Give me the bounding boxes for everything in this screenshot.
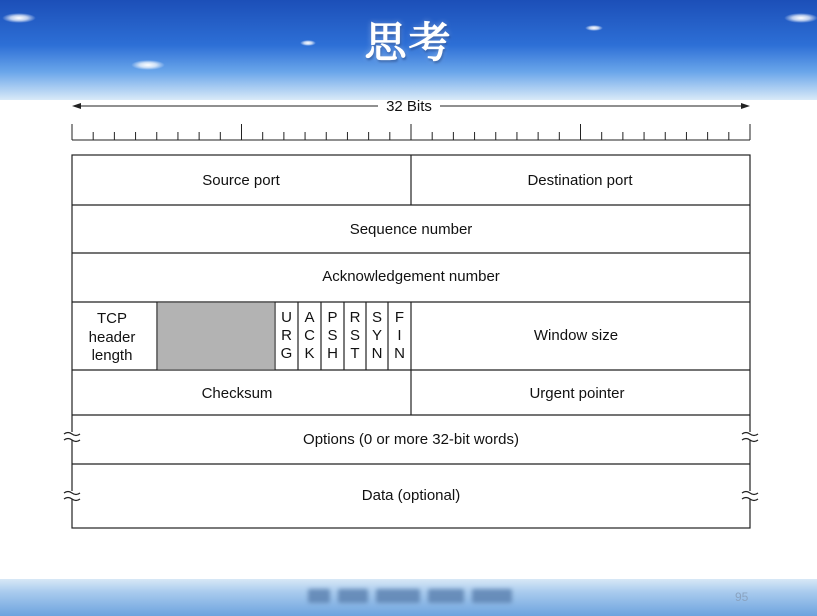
svg-text:S: S <box>349 327 361 344</box>
field-source-port: Source port <box>202 172 280 189</box>
svg-text:H: H <box>327 345 338 362</box>
flag-fin <box>394 309 405 362</box>
svg-text:G: G <box>280 345 293 362</box>
flag-rst <box>350 309 361 362</box>
field-options: Options (0 or more 32-bit words) <box>303 431 519 448</box>
svg-text:C: C <box>304 327 315 344</box>
svg-text:N: N <box>394 345 405 362</box>
svg-text:P: P <box>327 309 338 326</box>
header-length-line: header <box>88 329 136 346</box>
svg-text:N: N <box>371 345 383 362</box>
field-sequence-number: Sequence number <box>349 221 473 238</box>
field-acknowledgement-number: Acknowledgement number <box>322 268 500 285</box>
flag-psh <box>327 309 338 362</box>
flag-ack <box>304 309 315 362</box>
header-length-line: length <box>91 347 133 364</box>
field-destination-port: Destination port <box>527 172 633 189</box>
svg-text:S: S <box>371 309 383 326</box>
svg-text:R: R <box>349 309 361 326</box>
arrowhead-left-icon <box>72 103 81 109</box>
slide-title: 思考 <box>364 18 453 67</box>
field-data: Data (optional) <box>361 487 461 504</box>
blurred-footer-text <box>308 585 518 607</box>
bit-ruler <box>72 124 750 140</box>
svg-text:U: U <box>281 309 292 326</box>
reserved-field <box>158 303 275 370</box>
svg-text:T: T <box>350 345 360 362</box>
field-checksum: Checksum <box>201 385 273 402</box>
flag-syn <box>372 309 383 362</box>
svg-text:I: I <box>397 327 402 344</box>
page-number: 95 <box>735 590 749 604</box>
field-window-size: Window size <box>533 327 619 344</box>
header-length-line: TCP <box>97 310 127 327</box>
svg-text:Y: Y <box>371 327 383 344</box>
svg-text:R: R <box>281 327 292 344</box>
arrowhead-right-icon <box>741 103 750 109</box>
flag-urg <box>281 309 293 362</box>
field-urgent-pointer: Urgent pointer <box>529 385 625 402</box>
svg-text:A: A <box>304 309 315 326</box>
svg-text:S: S <box>327 327 338 344</box>
bits-label: 32 Bits <box>386 98 432 115</box>
svg-text:F: F <box>394 309 405 326</box>
svg-text:K: K <box>304 345 315 362</box>
